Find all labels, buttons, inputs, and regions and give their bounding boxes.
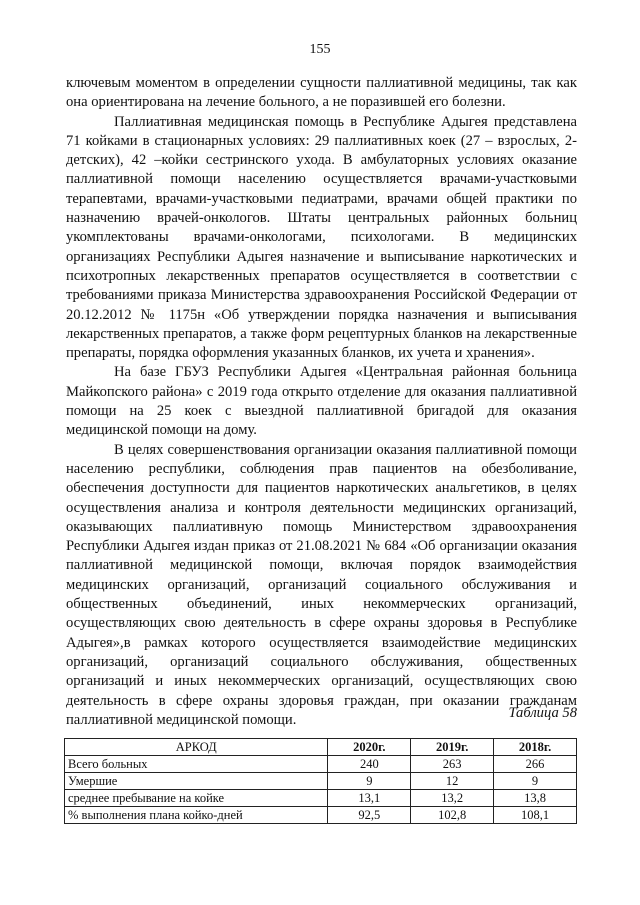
cell-2019: 13,2	[411, 790, 494, 807]
row-label: % выполнения плана койко-дней	[65, 807, 328, 824]
cell-2019: 12	[411, 773, 494, 790]
cell-2020: 92,5	[328, 807, 411, 824]
table-row	[65, 773, 577, 790]
header-arkod: АРКОД	[65, 739, 328, 756]
table-row	[65, 790, 577, 807]
header-2020: 2020г.	[328, 739, 411, 756]
row-label: Всего больных	[65, 756, 328, 773]
header-2018: 2018г.	[494, 739, 577, 756]
cell-2018: 13,8	[494, 790, 577, 807]
paragraph-maykop-department: На базе ГБУЗ Республики Адыгея «Центральная районная больница Майкопского района» с 2019 года открыто отделение для оказания паллиативной помощи на 25 коек с выездной паллиативной бригадой для оказания медицинской помощи на дому.	[66, 364, 577, 439]
cell-2020: 240	[328, 756, 411, 773]
paragraph-continuation: ключевым моментом в определении сущности паллиативной медицины, так как она ориентирована на лечение больного, а не поразившей его болезни.	[66, 75, 577, 111]
paragraph-palliative-beds: Паллиативная медицинская помощь в Республике Адыгея представлена 71 койками в стационарных условиях: 29 паллиативных коек (27 – взрослых, 2-детских), 42 –койки сестринского ухода. В амбулаторных условиях оказание паллиативной помощи населению осуществляется врачами-участковыми терапевтами, врачами-участковыми педиатрами, врачами общей практики по назначению врачей-онкологов. Штаты центральных районных больниц укомплектованы врачами-онкологами, психологами. В медицинских организациях Республики Адыгея назначение и выписывание наркотических и психотропных лекарственных препаратов осуществляется в соответствии с требованиями приказа Министерства здравоохранения Российской Федерации от 20.12.2012 № 1175н «Об утверждении порядка назначения и выписывания лекарственных препаратов, а также форм рецептурных бланков на лекарственные препараты, порядка оформления указанных бланков, их учета и хранения».	[66, 113, 577, 362]
header-2019: 2019г.	[411, 739, 494, 756]
table-row	[65, 756, 577, 773]
cell-2018: 266	[494, 756, 577, 773]
cell-2019: 263	[411, 756, 494, 773]
paragraph-order-684: В целях совершенствования организации оказания паллиативной помощи населению республики, соблюдения прав пациентов на обезболивание, обеспечения доступности для пациентов наркотических анальгетиков, в целях осуществления анализа и контроля деятельности медицинских организаций, оказывающих паллиативную помощь Министерством здравоохранения Республики Адыгея издан приказ от 21.08.2021 № 684 «Об организации оказания паллиативной медицинской помощи, включая порядок взаимодействия медицинских организаций, организаций социального обслуживания и общественных объединений, иных некоммерческих организаций, осуществляющих свою деятельность в сфере охраны здоровья в Республике Адыгея»,в рамках которого осуществляется взаимодействие медицинских организаций, организаций социального обслуживания, общественных организаций и иных некоммерческих организаций, осуществляющих свою деятельность в сфере охраны здоровья граждан, при оказании гражданам паллиативной медицинской помощи.	[66, 441, 577, 728]
cell-2020: 9	[328, 773, 411, 790]
page-number: 155	[309, 42, 331, 57]
cell-2019: 102,8	[411, 807, 494, 824]
row-label: среднее пребывание на койке	[65, 790, 328, 807]
cell-2018: 108,1	[494, 807, 577, 824]
table-header-row	[65, 739, 577, 756]
body-text	[66, 74, 577, 730]
statistics-table	[64, 738, 577, 824]
row-label: Умершие	[65, 773, 328, 790]
cell-2018: 9	[494, 773, 577, 790]
table-caption: Таблица 58	[508, 705, 577, 721]
cell-2020: 13,1	[328, 790, 411, 807]
table-row	[65, 807, 577, 824]
